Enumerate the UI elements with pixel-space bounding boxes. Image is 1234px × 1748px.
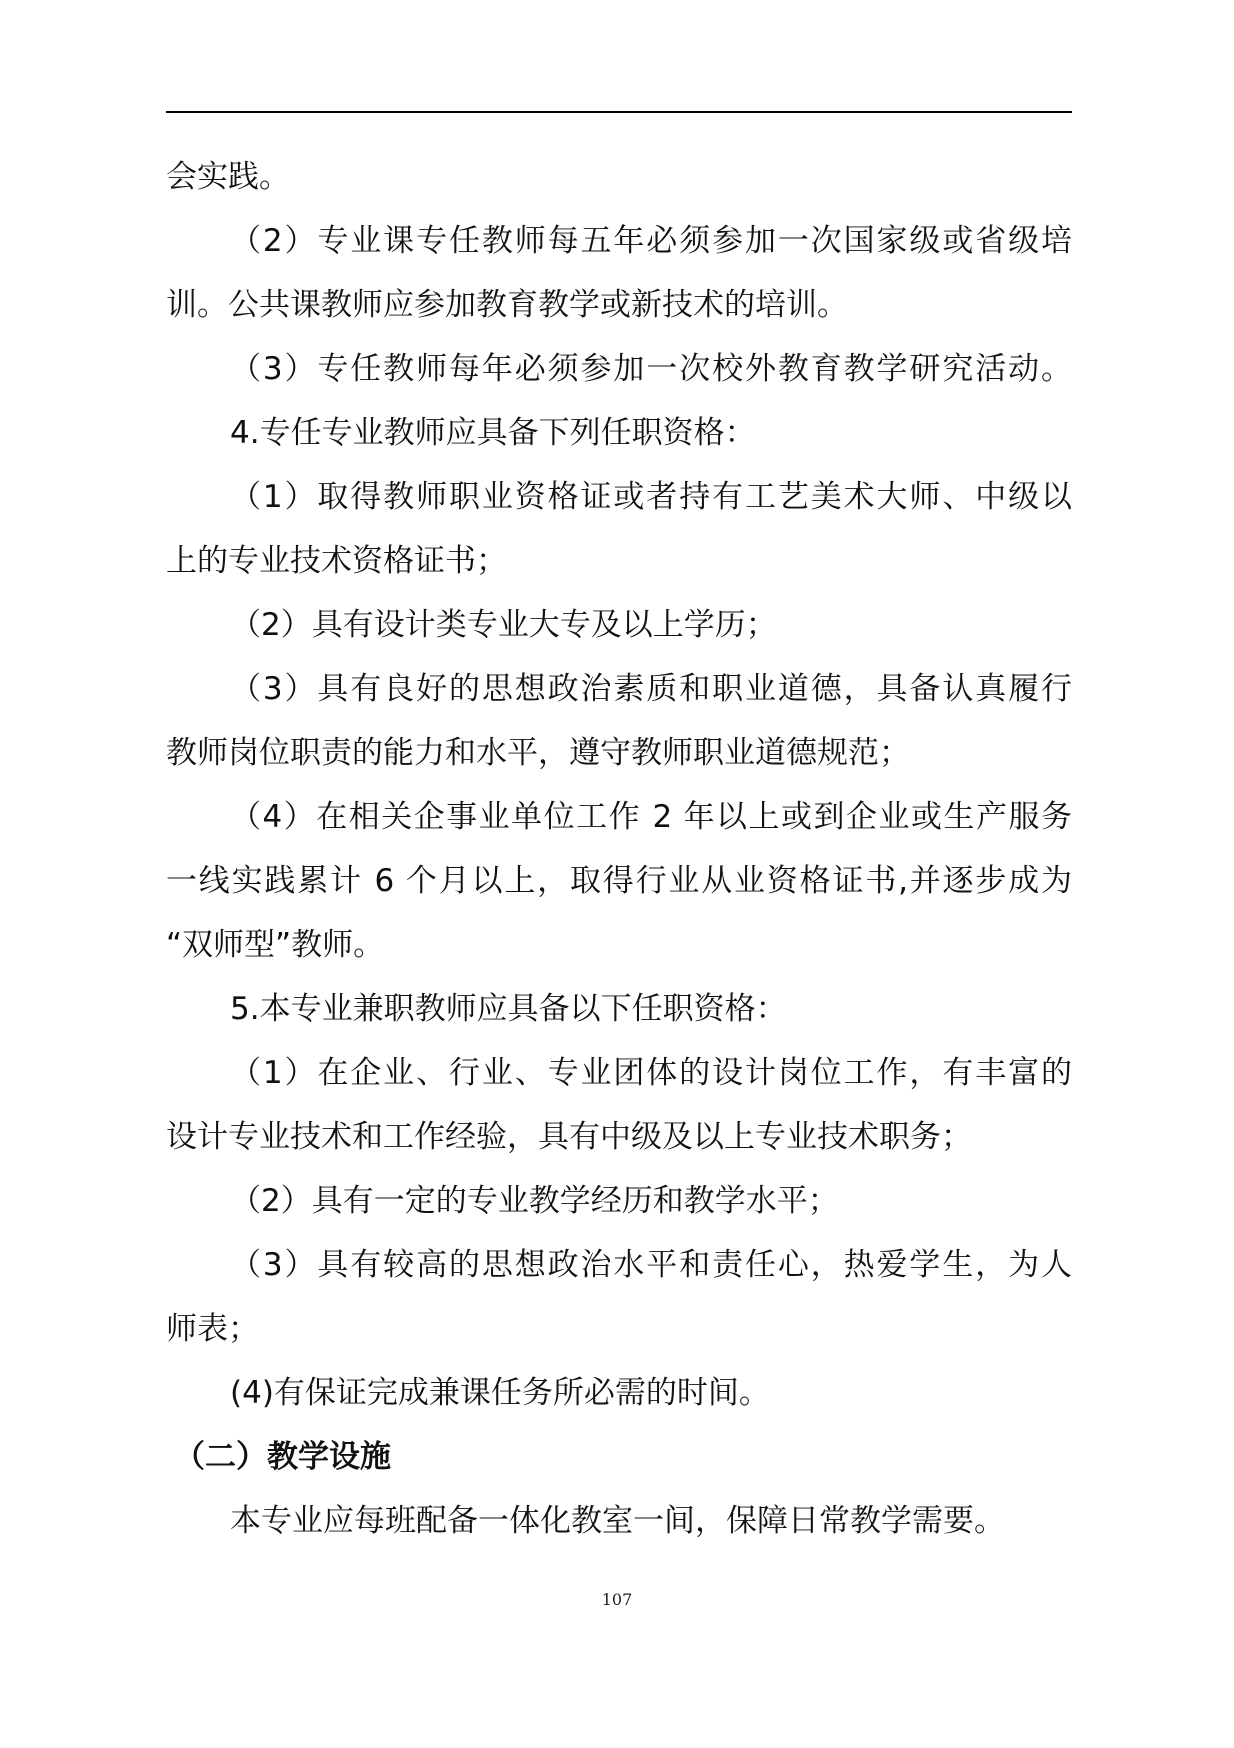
text-line: (4)有保证完成兼课任务所必需的时间。 [230, 1375, 770, 1411]
text-line: （2）具有设计类专业大专及以上学历； [230, 607, 777, 643]
text-line: （2）专业课专任教师每五年必须参加一次国家级或省级培 [230, 223, 1072, 259]
section-heading: （二）教学设施 [174, 1439, 391, 1475]
text-line: 会实践。 [166, 159, 290, 195]
text-line: 设计专业技术和工作经验，具有中级及以上专业技术职务； [166, 1119, 972, 1155]
header-rule [166, 111, 1072, 113]
text-line: 教师岗位职责的能力和水平，遵守教师职业道德规范； [166, 735, 910, 771]
text-line: 本专业应每班配备一体化教室一间，保障日常教学需要。 [230, 1503, 1005, 1539]
text-line: （1）在企业、行业、专业团体的设计岗位工作，有丰富的 [230, 1055, 1072, 1091]
text-line: 师表； [166, 1311, 259, 1347]
text-line: （3）具有良好的思想政治素质和职业道德，具备认真履行 [230, 671, 1072, 707]
text-line: 训。公共课教师应参加教育教学或新技术的培训。 [166, 287, 848, 323]
text-line: 一线实践累计 6 个月以上，取得行业从业资格证书,并逐步成为 [166, 863, 1072, 899]
text-line: 上的专业技术资格证书； [166, 543, 507, 579]
page-body [166, 145, 1072, 1553]
text-line: 4.专任专业教师应具备下列任职资格： [230, 415, 756, 451]
text-line: （3）专任教师每年必须参加一次校外教育教学研究活动。 [230, 351, 1072, 387]
text-line: 5.本专业兼职教师应具备以下任职资格： [230, 991, 787, 1027]
text-line: （4）在相关企事业单位工作 2 年以上或到企业或生产服务 [230, 799, 1072, 835]
text-line: （3）具有较高的思想政治水平和责任心，热爱学生，为人 [230, 1247, 1072, 1283]
page-number: 107 [601, 1590, 633, 1609]
text-line: （2）具有一定的专业教学经历和教学水平； [230, 1183, 839, 1219]
text-line: “双师型”教师。 [166, 927, 385, 963]
text-line: （1）取得教师职业资格证或者持有工艺美术大师、中级以 [230, 479, 1072, 515]
